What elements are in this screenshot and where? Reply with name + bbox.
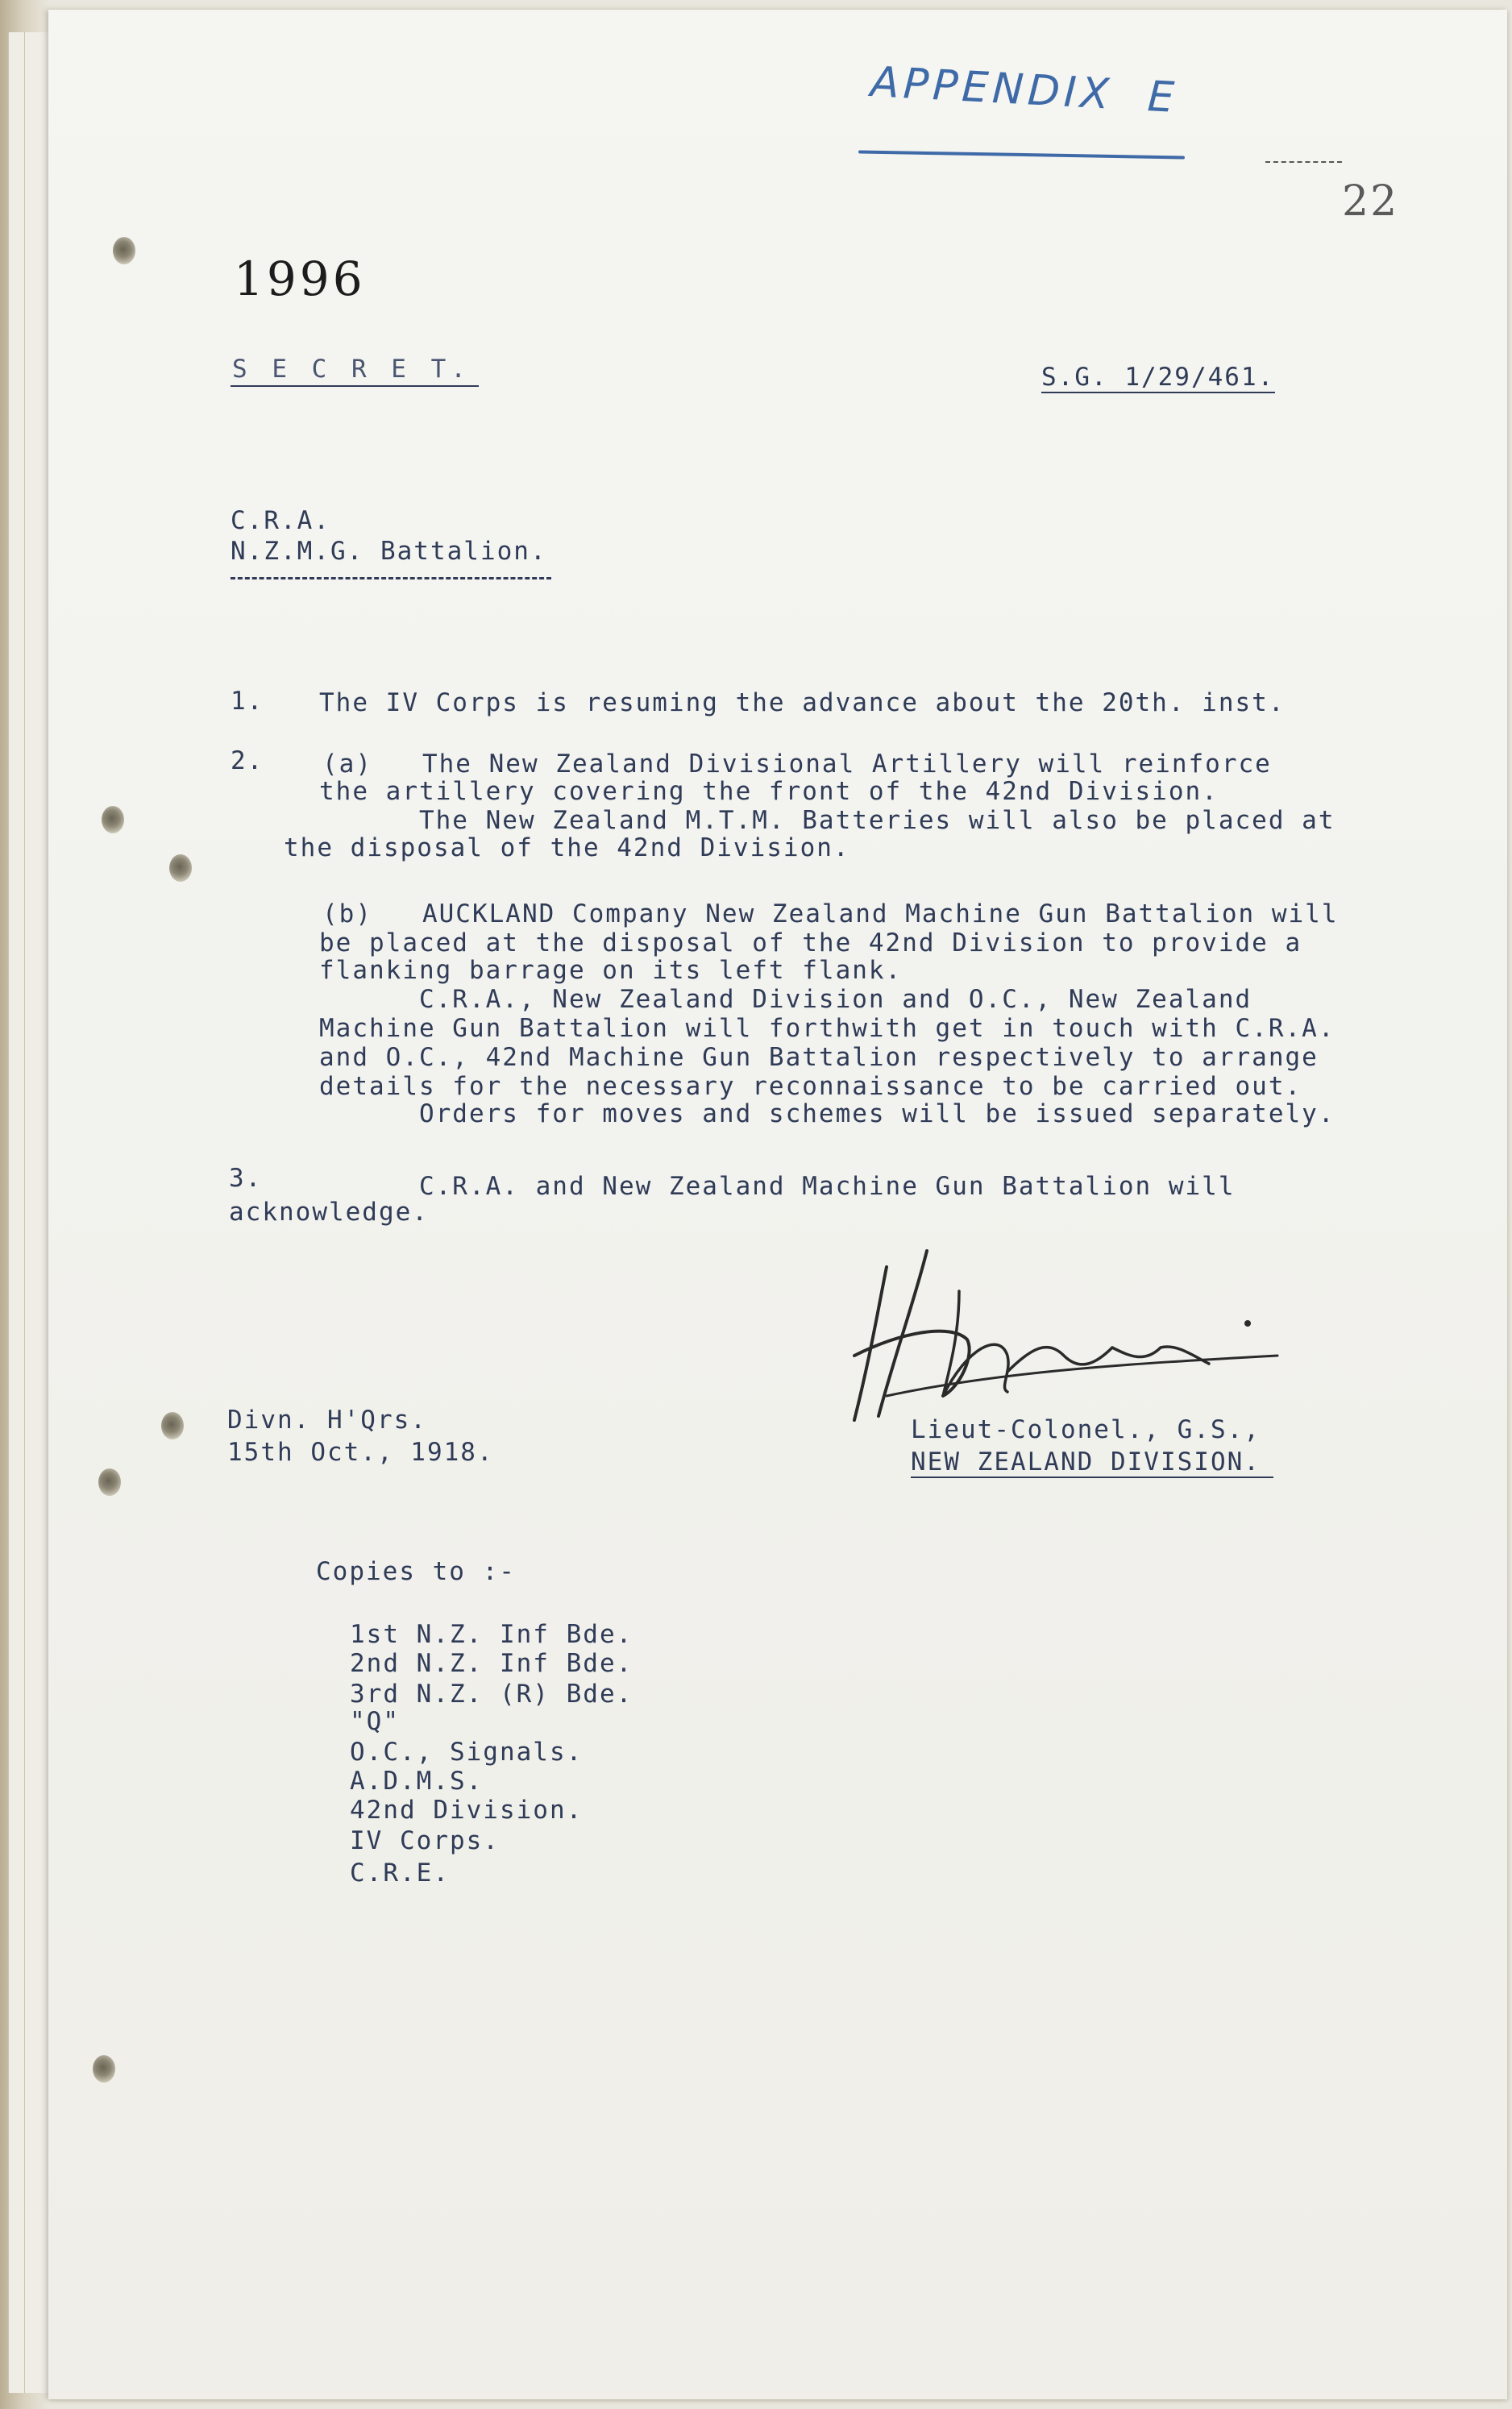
paragraph-2b-line: details for the necessary reconnaissance to be carried out. <box>319 1072 1302 1101</box>
copies-heading: Copies to :- <box>316 1557 516 1586</box>
letter-page <box>48 10 1507 2399</box>
signatory-rank: Lieut-Colonel., G.S., <box>911 1415 1261 1444</box>
copy-recipient: "Q" <box>350 1707 400 1736</box>
letter-date: 15th Oct., 1918. <box>227 1438 494 1467</box>
paragraph-3-number: 3. <box>229 1164 263 1193</box>
copy-recipient: A.D.M.S. <box>350 1767 484 1796</box>
signatory-underline <box>911 1477 1273 1478</box>
addressee-rule <box>231 577 551 579</box>
paragraph-2b-line: Machine Gun Battalion will forthwith get in touch with C.R.A. <box>319 1014 1335 1043</box>
appendix-underline <box>858 150 1185 159</box>
punch-hole <box>169 854 192 882</box>
paragraph-1-number: 1. <box>231 687 264 716</box>
copy-recipient: IV Corps. <box>350 1826 500 1855</box>
signature-mark <box>838 1235 1306 1444</box>
reference-underline <box>1041 392 1275 393</box>
paragraph-2a-line: (a) The New Zealand Divisional Artillery will reinforce <box>322 750 1272 779</box>
paragraph-2b-line: and O.C., 42nd Machine Gun Battalion respectively to arrange <box>319 1043 1319 1072</box>
file-number: 1996 <box>234 251 366 306</box>
pencil-mark <box>1265 161 1342 163</box>
paragraph-2b-line: flanking barrage on its left flank. <box>319 956 903 985</box>
paragraph-2b-line: C.R.A., New Zealand Division and O.C., New Zealand <box>319 985 1252 1014</box>
addressee-cra: C.R.A. <box>231 506 330 535</box>
reference-number: S.G. 1/29/461. <box>1041 363 1275 392</box>
copy-recipient: O.C., Signals. <box>350 1738 584 1767</box>
classification-secret: S E C R E T. <box>232 355 471 384</box>
punch-hole <box>93 2055 115 2083</box>
paragraph-2b-line: (b) AUCKLAND Company New Zealand Machine Gun Battalion will <box>322 899 1339 928</box>
punch-hole <box>161 1412 184 1439</box>
copy-recipient: 42nd Division. <box>350 1796 584 1825</box>
paragraph-2a-line: the artillery covering the front of the 42nd Division. <box>319 777 1219 806</box>
paragraph-3-line: C.R.A. and New Zealand Machine Gun Battalion will <box>319 1172 1236 1201</box>
copy-recipient: 3rd N.Z. (R) Bde. <box>350 1680 633 1709</box>
punch-hole <box>113 237 135 264</box>
paragraph-2b-line: Orders for moves and schemes will be issued separately. <box>319 1099 1335 1128</box>
hq-location: Divn. H'Qrs. <box>227 1406 427 1435</box>
copy-recipient: 2nd N.Z. Inf Bde. <box>350 1649 633 1678</box>
addressee-nzmg-battalion: N.Z.M.G. Battalion. <box>231 537 547 566</box>
paragraph-2b-line: be placed at the disposal of the 42nd Division to provide a <box>319 928 1302 957</box>
copy-recipient: 1st N.Z. Inf Bde. <box>350 1620 633 1649</box>
copy-recipient: C.R.E. <box>350 1859 450 1888</box>
paragraph-2a-line: the disposal of the 42nd Division. <box>284 833 850 862</box>
signatory-unit: NEW ZEALAND DIVISION. <box>911 1447 1261 1477</box>
punch-hole <box>102 806 124 833</box>
punch-hole <box>98 1468 121 1496</box>
paragraph-2a-line: The New Zealand M.T.M. Batteries will also be placed at <box>319 806 1335 835</box>
paragraph-1-text: The IV Corps is resuming the advance about the 20th. inst. <box>319 688 1286 717</box>
secret-underline <box>231 385 479 387</box>
page-number: 22 <box>1342 177 1399 226</box>
paragraph-2-number: 2. <box>231 746 264 775</box>
paragraph-3-line: acknowledge. <box>229 1198 429 1227</box>
appendix-annotation: APPENDIX E <box>869 58 1180 123</box>
